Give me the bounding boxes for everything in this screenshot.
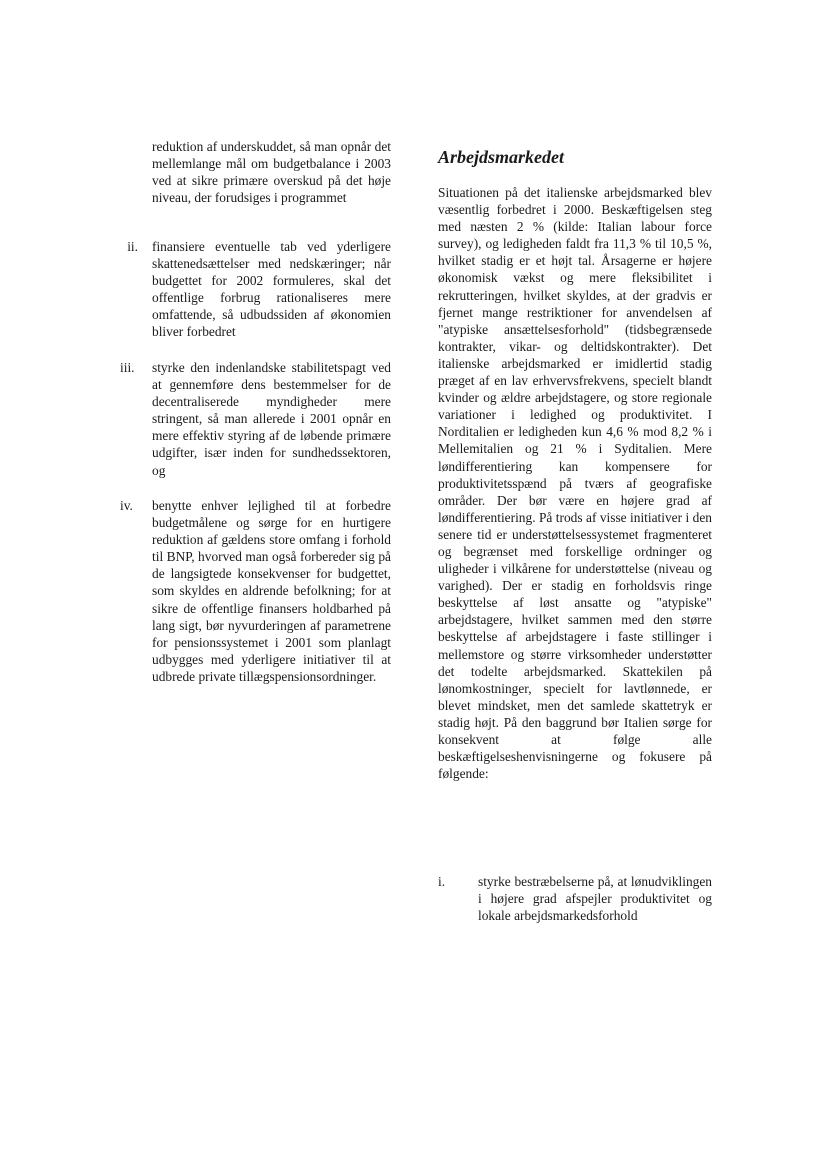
list-item-text: benytte enhver lejlighed til at forbedre budgetmålene og sørge for en hurtigere reduktion af gældens store omfang i forhold til BNP, hvorved man også forbereder sig på de langsigtede konsekvenser for budgettet, som skyldes en aldrende befolkning; for at sikre de offentlige finansers holdbarhed på lang sigt, bør nyvurderingen af parametrene for pensionssystemet i 2001 som planlagt udbygges med yderligere initiativer til at udbrede private tillægspensionsordninger. bbox=[152, 498, 391, 684]
list-item-text: reduktion af underskuddet, så man opnår det mellemlange mål om budgetbalance i 2003 ved at sikre primære overskud på det høje niveau, der forudsiges i programmet bbox=[152, 139, 391, 206]
list-marker: iv. bbox=[120, 498, 133, 513]
list-item-text: styrke bestræbelserne på, at lønudviklingen i højere grad afspejler produktivitet og lokale arbejdsmarkedsforhold bbox=[478, 874, 712, 924]
list-marker: i. bbox=[438, 874, 446, 889]
list-item bbox=[438, 873, 712, 924]
list-marker: ii. bbox=[127, 239, 138, 254]
list-marker: iii. bbox=[120, 360, 135, 375]
list-item-text: styrke den indenlandske stabilitetspagt ved at gennemføre dens bestemmelser for de decentraliserede myndigheder mere stringent, så man allerede i 2001 opnår en mere effektiv styring af de løbende primære udgifter, især inden for sundhedssektoren, og bbox=[152, 360, 391, 478]
section-heading: Arbejdsmarkedet bbox=[438, 147, 564, 167]
list-item bbox=[120, 238, 391, 341]
list-item bbox=[120, 359, 391, 479]
list-item bbox=[120, 138, 391, 206]
body-paragraph: Situationen på det italienske arbejdsmarked blev væsentlig forbedret i 2000. Beskæftigelsen steg med næsten 2 % (kilde: Italian labour force survey), og ledigheden faldt fra 11,3 % til 10,5 %, hvilket stadig er et højt tal. Årsagerne er højere økonomisk vækst og mere fleksibilitet i rekrutteringen, hvilket skyldes, at der gradvis er fjernet mange restriktioner for anvendelsen af "atypiske ansættelsesforhold" (tidsbegrænsede kontrakter, vikar- og deltidskontrakter). Det italienske arbejdsmarked er imidlertid stadig præget af en lav erhvervsfrekvens, specielt blandt kvinder og ældre arbejdstagere, og store regionale variationer i ledighed og produktivitet. I Norditalien er ledigheden kun 4,6 % mod 8,2 % i Mellemitalien og 21 % i Syditalien. Mere løndifferentiering kan kompensere for produktivitetsspænd på tværs af geografiske områder. Der bør være en højere grad af løndifferentiering. På trods af visse initiativer i den senere tid er understøttelsessystemet fragmenteret og begrænset med forskellige ordninger og uligheder i vilkårene for understøttelse (niveau og varighed). Der er stadig en forholdsvis ringe beskyttelse af løst ansatte og "atypiske" arbejdstagere, hvilket sammen med den større beskyttelse af arbejdstagere i faste stillinger i mellemstore og større virksomheder understøtter det todelte arbejdsmarked. Skattekilen på lønomkostninger, specielt for lavtlønnede, er blevet mindsket, men det samlede skattetryk er stadig højt. På den baggrund bør Italien sørge for konsekvent at følge alle beskæftigelseshenvisningerne og fokusere på følgende: bbox=[438, 185, 712, 782]
list-item-text: finansiere eventuelle tab ved yderligere skattenedsættelser med nedskæringer; når budgettet for 2002 formuleres, skal det offentlige forbrug rationaliseres mere omfattende, så udbudssiden af økonomien bliver forbedret bbox=[152, 239, 391, 340]
list-item bbox=[120, 497, 391, 685]
